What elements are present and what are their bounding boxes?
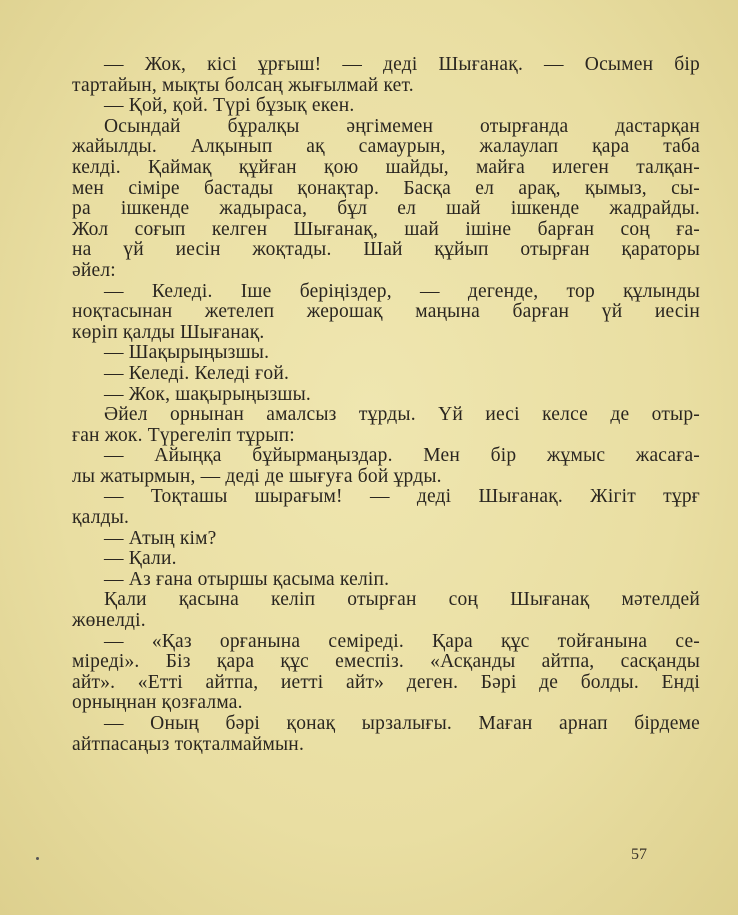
text-line: әйел: — [72, 259, 116, 281]
text-line: айт». «Етті айтпа, иетті айт» деген. Бәрі де болды. Енді — [72, 671, 700, 693]
text-line: — Қали. — [104, 548, 177, 570]
text-line: — Айыңқа бұйырмаңыздар. Мен бір жұмыс жасаға- — [104, 445, 700, 467]
text-line: ған жок. Түрегеліп тұрып: — [72, 424, 295, 446]
text-line: — Келеді. Іше беріңіздер, — дегенде, тор құлынды — [104, 280, 700, 302]
text-line: — Атың кім? — [104, 527, 217, 549]
text-line: Әйел орнынан амалсыз тұрды. Үй иесі келсе де отыр- — [104, 404, 700, 426]
text-line: көріп қалды Шығанақ. — [72, 321, 265, 343]
text-line: ноқтасынан жетелеп жерошақ маңына барған үй иесін — [72, 301, 700, 323]
scan-speck — [36, 857, 39, 860]
text-line: — Жок, шақырыңызшы. — [104, 383, 311, 405]
text-line: — Шақырыңызшы. — [104, 342, 270, 364]
text-line: қалды. — [72, 507, 130, 529]
text-line: айтпасаңыз тоқталмаймын. — [72, 733, 305, 755]
text-line: жайылды. Алқынып ақ самаурын, жалаулап қара таба — [72, 136, 700, 158]
page-body-text — [72, 55, 700, 755]
text-line: мен сіміре бастады қонақтар. Басқа ел арақ, қымыз, сы- — [72, 177, 700, 199]
text-line: келді. Қаймақ құйған қою шайды, майға илеген талқан- — [72, 156, 700, 178]
text-line: — Келеді. Келеді ғой. — [104, 362, 290, 384]
text-line: на үй иесін жоқтады. Шай құйып отырған қараторы — [72, 239, 700, 261]
text-line: орныңнан қозғалма. — [72, 692, 243, 714]
text-line: ра ішкенде жадыраса, бұл ел шай ішкенде жадрайды. — [72, 198, 700, 220]
text-line: жөнелді. — [72, 610, 146, 632]
text-line: — Жок, кісі ұрғыш! — деді Шығанақ. — Осымен бір — [104, 54, 700, 75]
text-line: — Қой, қой. Түрі бұзық екен. — [104, 95, 355, 117]
text-line: — Оның бәрі қонақ ырзалығы. Маған арнап бірдеме — [104, 713, 700, 734]
text-line: Осындай бұралқы әңгімемен отырғанда дастарқан — [104, 115, 700, 137]
text-line: — Аз ғана отыршы қасыма келіп. — [104, 568, 390, 590]
text-line: лы жатырмын, — деді де шығуға бой ұрды. — [72, 465, 442, 487]
text-line: Жол соғып келген Шығанақ, шай ішіне барған соң ға- — [72, 218, 700, 240]
text-line: — «Қаз орғанына семіреді. Қара құс тойғанына се- — [104, 630, 700, 652]
text-line: Қали қасына келіп отырған соң Шығанақ мәтелдей — [104, 589, 700, 611]
text-line: — Тоқташы шырағым! — деді Шығанақ. Жігіт тұрғ — [104, 486, 700, 508]
text-line: тартайын, мықты болсаң жығылмай кет. — [72, 74, 414, 96]
text-line: міреді». Біз қара құс емеспіз. «Асқанды айтпа, сасқанды — [72, 651, 700, 673]
page-number: 57 — [631, 846, 647, 863]
